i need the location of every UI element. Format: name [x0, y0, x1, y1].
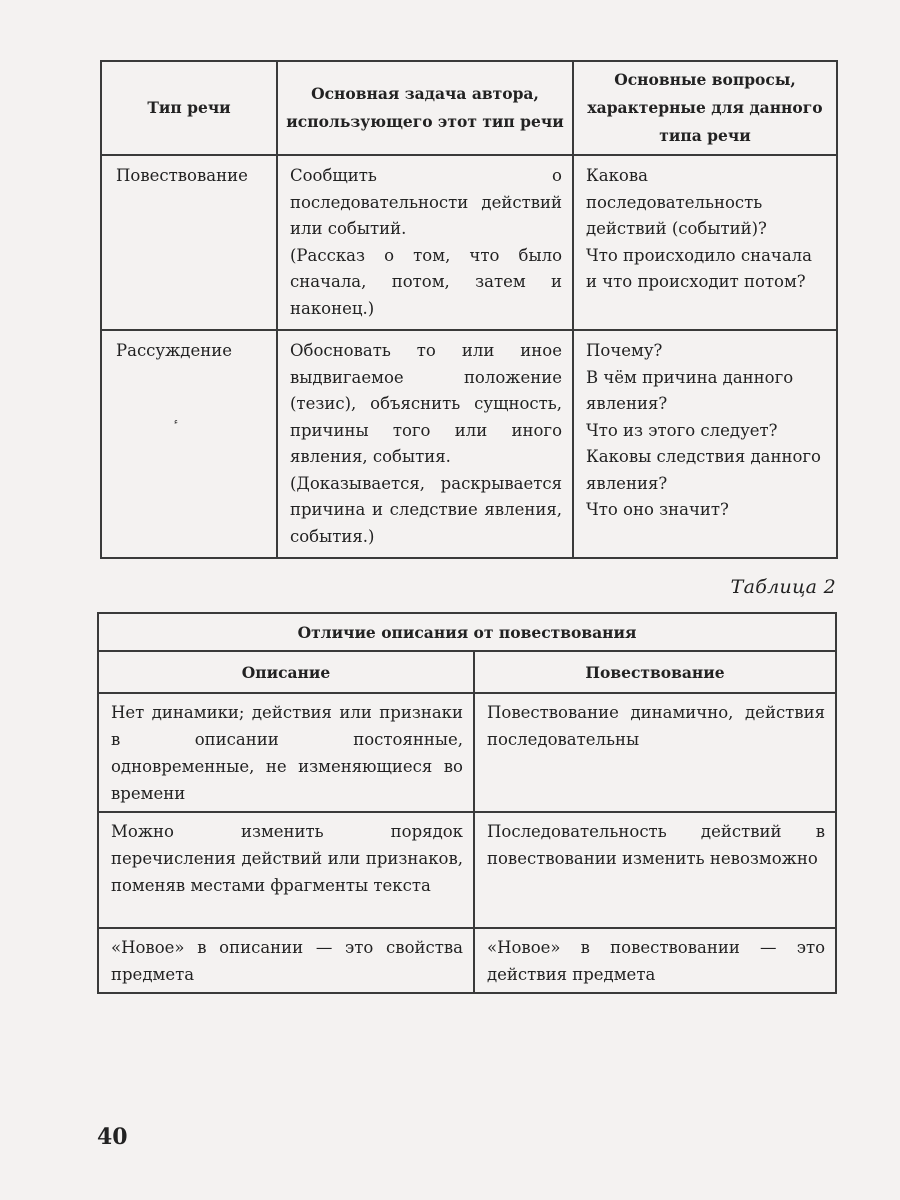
column-header-speech-type: Тип речи [101, 61, 277, 155]
speech-type-cell: Рассуждение [101, 330, 277, 558]
speech-types-table [100, 60, 838, 559]
column-header-narration: Повествование [474, 651, 836, 693]
description-vs-narration-table [97, 612, 837, 994]
column-header-author-task: Основная задача автора, использующего этот тип речи [277, 61, 573, 155]
question-text: В чём причина данного явления? [586, 367, 794, 413]
table-header-row [98, 651, 836, 693]
question-text: Что оно значит? [586, 500, 729, 519]
table-header-row [101, 61, 837, 155]
column-header-questions: Основные вопросы, характерные для данного типа речи [573, 61, 837, 155]
table-row [101, 330, 837, 558]
table-row [98, 812, 836, 928]
task-text: Сообщить о последовательности действий или событий. [290, 166, 562, 238]
narration-cell: Последовательность действий в повествовании изменить невозможно [474, 812, 836, 928]
table-row [98, 928, 836, 993]
table-title: Отличие описания от повествования [98, 613, 836, 651]
ink-smudge-icon [172, 420, 186, 436]
task-note: (Доказывается, раскрывается причина и следствие явления, события.) [290, 473, 562, 546]
question-text: Какова последовательность действий (событий)? [586, 166, 767, 238]
table-title-row [98, 613, 836, 651]
question-text: Что из этого следует? [586, 420, 778, 440]
question-text: Что происходило сначала и что происходит потом? [586, 245, 812, 291]
description-cell: «Новое» в описании — это свойства предмета [98, 928, 474, 993]
table-row [101, 155, 837, 330]
author-task-cell [277, 155, 573, 330]
page-number: 40 [97, 1124, 128, 1150]
task-text: Обосновать то или иное выдвигаемое положение (тезис), объяснить сущность, причины того или иного явления, события. [290, 341, 562, 466]
questions-cell [573, 155, 837, 330]
column-header-description: Описание [98, 651, 474, 693]
narration-cell: Повествование динамично, действия последовательны [474, 693, 836, 812]
table-row [98, 693, 836, 812]
questions-cell [573, 330, 837, 558]
question-text: Почему? [586, 341, 663, 360]
narration-cell: «Новое» в повествовании — это действия предмета [474, 928, 836, 993]
author-task-cell [277, 330, 573, 558]
table-caption: Таблица 2 [730, 576, 836, 598]
description-cell: Нет динамики; действия или признаки в описании постоянные, одновременные, не изменяющиеся во времени [98, 693, 474, 812]
description-cell: Можно изменить порядок перечисления действий или признаков, поменяв местами фрагменты текста [98, 812, 474, 928]
question-text: Каковы следствия данного явления? [586, 447, 821, 493]
speech-type-cell: Повествование [101, 155, 277, 330]
task-note: (Рассказ о том, что было сначала, потом, затем и наконец.) [290, 245, 562, 318]
